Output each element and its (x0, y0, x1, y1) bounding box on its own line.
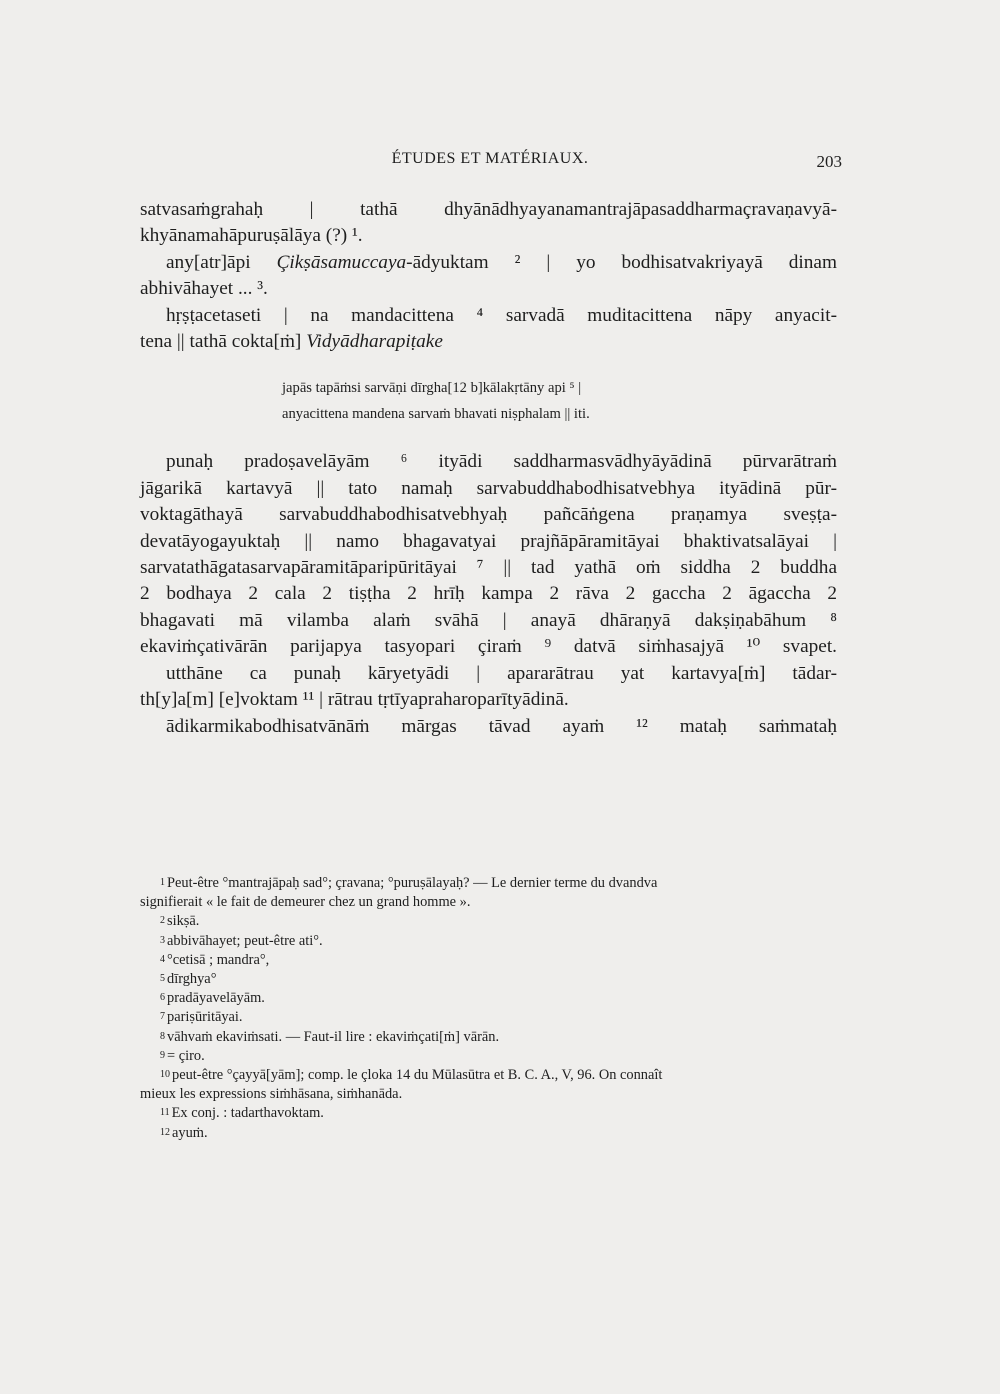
footnote-text: pariṣūritāyai. (167, 1009, 243, 1026)
footnote-text: Peut-être °mantrajāpaḥ sad°; çravana; °puruṣālayaḥ? — Le dernier terme du dvandva (167, 875, 658, 891)
text-line: khyānamahāpuruṣālāya (?) ¹. (140, 225, 363, 247)
footnote (140, 1104, 837, 1123)
main-text (140, 197, 837, 740)
verse-line: japās tapāṁsi sarvāṇi dīrgha[12 b]kālakṛtāny api ⁵ | (282, 380, 582, 397)
footnote (140, 874, 837, 893)
text-line: sarvatathāgatasarvapāramitāparipūritāyai ⁷ || tad yathā oṁ siddha 2 buddha (140, 557, 837, 579)
footnote-number: 10 (160, 1069, 170, 1081)
footnote (140, 1085, 837, 1104)
running-head: ÉTUDES ET MATÉRIAUX. (391, 150, 589, 167)
footnote-number: 1 (160, 877, 165, 888)
verse-quotation (282, 375, 837, 427)
footnotes (140, 874, 837, 1143)
footnote (140, 1028, 837, 1047)
footnote-text: Ex conj. : tadarthavoktam. (171, 1105, 324, 1122)
footnote-text: ayuṁ. (172, 1124, 208, 1141)
footnote-number: 2 (160, 915, 165, 927)
footnote-text: peut-être °çayyā[yām]; comp. le çloka 14 du Mūlasūtra et B. C. A., V, 96. On connaît (172, 1067, 663, 1084)
footnote (140, 893, 837, 912)
footnote-number: 12 (160, 1126, 170, 1138)
footnote (140, 989, 837, 1008)
footnote-text: dīrghya° (167, 971, 217, 988)
text-line: voktagāthayā sarvabuddhabodhisatvebhyaḥ pañcāṅgena praṇamya sveṣṭa- (140, 504, 837, 526)
footnote-text: °cetisā ; mandra°, (167, 951, 270, 968)
text-line: satvasaṁgrahaḥ | tathā dhyānādhyayanamantrajāpasaddharmaçravaṇavyā- (140, 199, 837, 220)
italic-title: Vidyādharapiṭake (306, 331, 443, 353)
text-line: utthāne ca punaḥ kāryetyādi | apararātrau yat kartavya[ṁ] tādar- (166, 662, 837, 684)
footnote-text: abbivāhayet; peut-être ati°. (167, 932, 323, 949)
footnote-text: = çiro. (167, 1047, 205, 1064)
footnote (140, 951, 837, 970)
footnote-text: mieux les expressions siṁhāsana, siṁhanāda. (140, 1086, 403, 1103)
footnote-number: 3 (160, 934, 165, 946)
footnote-number: 9 (160, 1049, 165, 1061)
footnote (140, 970, 837, 989)
page-header (140, 150, 840, 180)
footnote-text: sikṣā. (167, 913, 200, 930)
text-line: punaḥ pradoṣavelāyām ⁶ ityādi saddharmasvādhyāyādinā pūrvarātraṁ (166, 451, 837, 473)
footnote-number: 8 (160, 1030, 165, 1042)
footnote (140, 932, 837, 951)
text-line: ekaviṁçativārān parijapya tasyopari çiraṁ ⁹ datvā siṁhasajyā ¹⁰ svapet. (140, 636, 837, 658)
footnote-number: 6 (160, 992, 165, 1004)
footnote-number: 11 (160, 1107, 170, 1119)
verse-line: anyacittena mandena sarvaṁ bhavati niṣphalam || iti. (282, 406, 590, 423)
footnote (140, 1124, 837, 1143)
text-line: devatāyogayuktaḥ || namo bhagavatyai prajñāpāramitāyai bhaktivatsalāyai | (140, 530, 837, 552)
footnote (140, 1047, 837, 1066)
page-number: 203 (816, 152, 842, 171)
text-line: jāgarikā kartavyā || tato namaḥ sarvabuddhabodhisatvebhya ityādinā pūr- (140, 477, 837, 499)
italic-title: Çikṣāsamuccaya (276, 251, 407, 273)
footnote (140, 1066, 837, 1085)
text-line: any[atr]āpi Çikṣāsamuccaya-ādyuktam ² | yo bodhisatvakriyayā dinam (166, 251, 837, 273)
text-line: tena || tathā cokta[ṁ] Vidyādharapiṭake (140, 331, 443, 353)
footnote-text: pradāyavelāyām. (167, 990, 265, 1007)
footnote (140, 912, 837, 931)
text-line: bhagavati mā vilamba alaṁ svāhā | anayā dhāraṇyā dakṣiṇabāhum ⁸ (140, 609, 837, 631)
text-line: 2 bodhaya 2 cala 2 tiṣṭha 2 hrīḥ kampa 2 rāva 2 gaccha 2 āgaccha 2 (140, 583, 837, 605)
text-line: ādikarmikabodhisatvānāṁ mārgas tāvad ayaṁ ¹² mataḥ saṁmataḥ (166, 715, 837, 737)
footnote-text: signifierait « le fait de demeurer chez un grand homme ». (140, 894, 471, 911)
footnote-text: vāhvaṁ ekaviṁsati. — Faut-il lire : ekaviṁçati[ṁ] vārān. (167, 1028, 500, 1045)
footnote (140, 1008, 837, 1027)
footnote-number: 7 (160, 1011, 165, 1023)
text-line: th[y]a[m] [e]voktam ¹¹ | rātrau tṛtīyapraharoparītyādinā. (140, 689, 569, 711)
text-line: hṛṣṭacetaseti | na mandacittena ⁴ sarvadā muditacittena nāpy anyacit- (166, 304, 837, 326)
footnote-number: 5 (160, 973, 165, 985)
footnote-number: 4 (160, 953, 165, 965)
text-line: abhivāhayet ... ³. (140, 278, 268, 300)
